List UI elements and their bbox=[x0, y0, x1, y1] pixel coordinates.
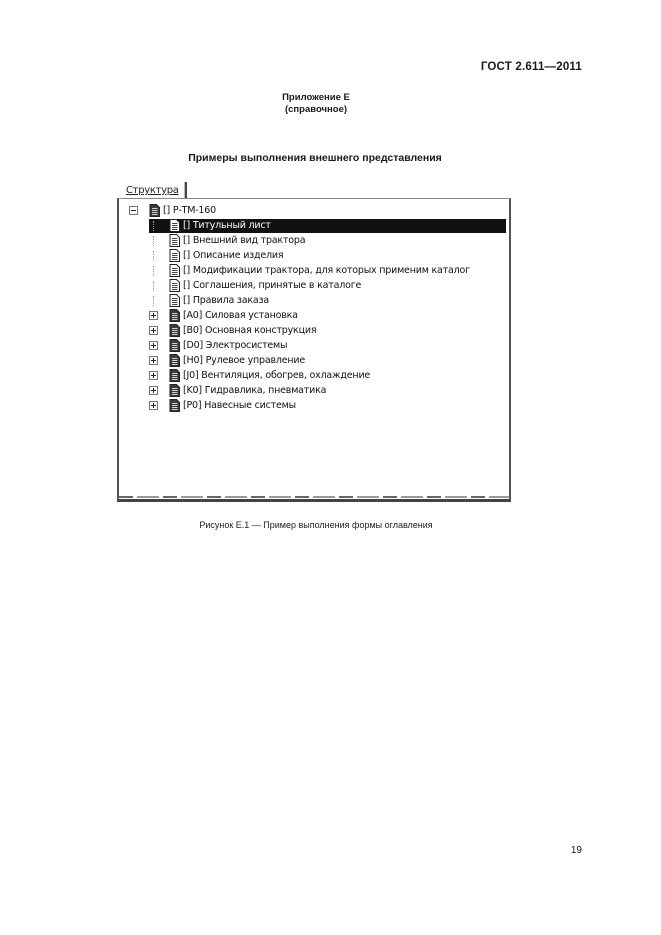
tree-connector bbox=[153, 251, 155, 261]
folder-document-icon bbox=[169, 384, 180, 397]
tree-item[interactable] bbox=[119, 279, 509, 293]
tree-item-label: [] Титульный лист bbox=[183, 220, 271, 231]
tree-item[interactable] bbox=[119, 384, 509, 398]
expand-icon[interactable] bbox=[149, 326, 158, 335]
tree-item-label: [B0] Основная конструкция bbox=[183, 325, 317, 336]
tree-item[interactable] bbox=[119, 324, 509, 338]
tree-item[interactable] bbox=[119, 369, 509, 383]
tree-item-label: [] Правила заказа bbox=[183, 295, 270, 306]
tree-item-label: [P0] Навесные системы bbox=[183, 400, 296, 411]
tree-item[interactable] bbox=[119, 309, 509, 323]
appendix-heading bbox=[250, 92, 382, 116]
tree-item-label: [D0] Электросистемы bbox=[183, 340, 288, 351]
tree-item[interactable] bbox=[119, 204, 509, 218]
folder-document-icon bbox=[169, 354, 180, 367]
tree-item-label: [H0] Рулевое управление bbox=[183, 355, 305, 366]
figure-caption: Рисунок Е.1 — Пример выполнения формы оглавления bbox=[199, 520, 433, 530]
structure-tree-panel[interactable] bbox=[117, 198, 511, 502]
tree-item[interactable] bbox=[119, 249, 509, 263]
tree-item[interactable] bbox=[119, 354, 509, 368]
appendix-note: (справочное) bbox=[284, 104, 348, 115]
folder-document-icon bbox=[169, 339, 180, 352]
tree-item-label: [] Соглашения, принятые в каталоге bbox=[183, 280, 362, 291]
tree-item[interactable] bbox=[119, 294, 509, 308]
appendix-title: Приложение Е bbox=[282, 92, 350, 103]
tree-item-label: [J0] Вентиляция, обогрев, охлаждение bbox=[183, 370, 371, 381]
document-icon bbox=[169, 234, 180, 247]
expand-icon[interactable] bbox=[149, 386, 158, 395]
page-number: 19 bbox=[570, 845, 582, 856]
tree-item-label: [] Внешний вид трактора bbox=[183, 235, 306, 246]
tab-structure[interactable]: Структура bbox=[126, 185, 179, 196]
tree-item[interactable] bbox=[119, 339, 509, 353]
tree-item[interactable] bbox=[119, 399, 509, 413]
document-icon bbox=[169, 249, 180, 262]
document-icon bbox=[169, 294, 180, 307]
tree-item-label: [] Р-ТМ-160 bbox=[163, 205, 216, 216]
standard-designation: ГОСТ 2.611—2011 bbox=[480, 61, 582, 73]
expand-icon[interactable] bbox=[149, 401, 158, 410]
folder-document-icon bbox=[149, 204, 160, 217]
expand-icon[interactable] bbox=[149, 371, 158, 380]
tree-item-label: [] Модификации трактора, для которых применим каталог bbox=[183, 265, 470, 276]
folder-document-icon bbox=[169, 309, 180, 322]
expand-icon[interactable] bbox=[149, 311, 158, 320]
expand-icon[interactable] bbox=[149, 341, 158, 350]
tree-item[interactable] bbox=[119, 264, 509, 278]
folder-document-icon bbox=[169, 399, 180, 412]
document-icon bbox=[169, 264, 180, 277]
tree-item[interactable] bbox=[119, 234, 509, 248]
expand-icon[interactable] bbox=[149, 356, 158, 365]
panel-bottom-edge bbox=[119, 496, 509, 498]
tree-connector bbox=[153, 296, 155, 306]
tree-item-label: [A0] Силовая установка bbox=[183, 310, 298, 321]
folder-document-icon bbox=[169, 324, 180, 337]
tree-connector bbox=[153, 281, 155, 291]
tree-item[interactable] bbox=[119, 219, 509, 233]
document-icon bbox=[169, 219, 180, 232]
tree-connector bbox=[153, 266, 155, 276]
tree-connector bbox=[153, 221, 155, 231]
tree-item-label: [] Описание изделия bbox=[183, 250, 284, 261]
folder-document-icon bbox=[169, 369, 180, 382]
collapse-icon[interactable] bbox=[129, 206, 138, 215]
document-icon bbox=[169, 279, 180, 292]
tree-connector bbox=[153, 236, 155, 246]
tree-item-label: [K0] Гидравлика, пневматика bbox=[183, 385, 327, 396]
section-title: Примеры выполнения внешнего представления bbox=[188, 152, 442, 164]
